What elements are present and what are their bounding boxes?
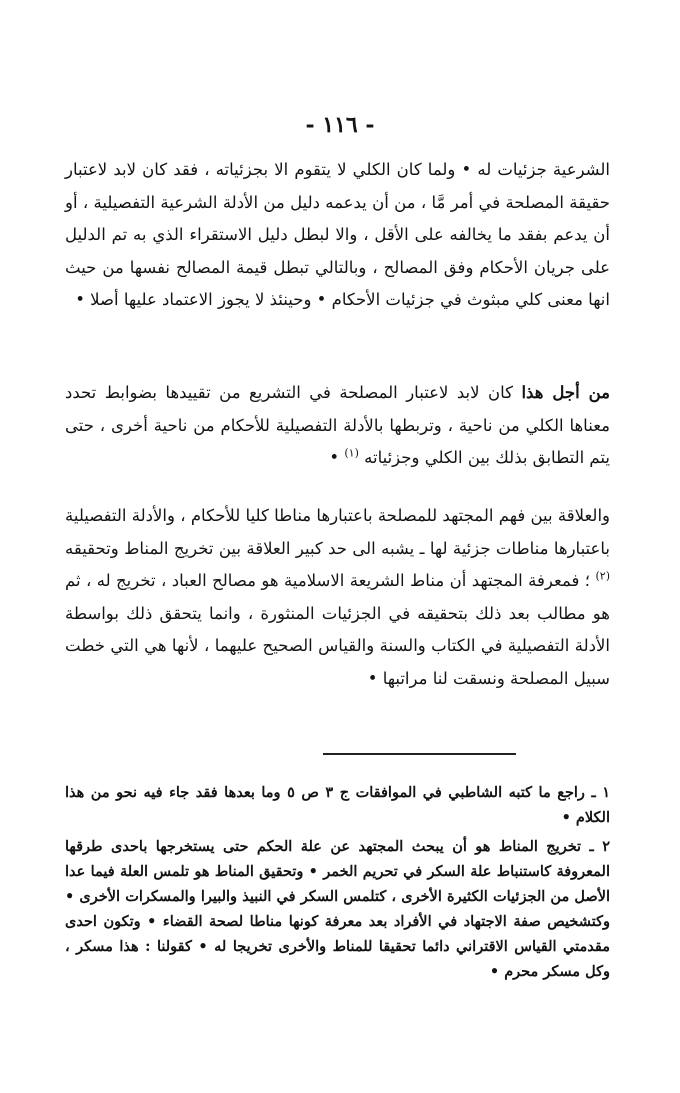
footnote-ref-1: (١) <box>344 446 359 460</box>
paragraph-1: الشرعية جزئيات له • ولما كان الكلي لا يتقوم الا بجزئياته ، فقد كان لابد لاعتبار حقيقة المصلحة في أمر مَّا ، من أن يدعمه دليل من الأدلة الشرعية التفصيلية ، أو أن يدعم بفقد ما يخالفه على الأقل ، والا لبطل دليل الاستقراء الذي به تم الدليل على جريان الأحكام وفق المصالح ، وبالتالي تبطل قيمة المصالح نفسها من حيث انها معنى كلي مبثوث في جزئيات الأحكام • وحينئذ لا يجوز الاعتماد عليها أصلا • <box>65 160 610 309</box>
paragraph-3-rest: ؛ فمعرفة المجتهد أن مناط الشريعة الاسلامية هو مصالح العباد ، تخريج له ، ثم هو مطالب بعد ذلك بتحقيقه في الجزئيات المنثورة ، وانما يتحقق ذلك بواسطة الأدلة التفصيلية في الكتاب والسنة والقياس الصحيح عليهما ، لأنها هي التي خطت سبيل المصلحة ونسقت لنا مراتبها • <box>65 571 610 688</box>
footnote-divider <box>323 753 516 755</box>
page-number: - ١١٦ - <box>305 112 375 138</box>
paragraph-3-text: والعلاقة بين فهم المجتهد للمصلحة باعتبارها مناطا كليا للأحكام ، والأدلة التفصيلية باعتبارها مناطات جزئية لها ـ يشبه الى حد كبير العلاقة بين تخريج المناط وتحقيقه <box>65 506 610 558</box>
paragraph-2-text: كان لابد لاعتبار المصلحة في التشريع من تقييدها بضوابط تحدد معناها الكلي من ناحية ، وتربطها بالأدلة التفصيلية للأحكام من ناحية أخرى ، حتى يتم التطابق بذلك بين الكلي وجزئياته <box>65 383 610 467</box>
footnote-ref-2: (٢) <box>595 569 610 583</box>
paragraph-3 <box>65 500 610 695</box>
footnote-1: ١ ـ راجع ما كتبه الشاطبي في الموافقات ج ٣ ص ٥ وما بعدها فقد جاء فيه نحو من هذا الكلام • <box>65 784 610 826</box>
footnote-2: ٢ ـ تخريج المناط هو أن يبحث المجتهد عن علة الحكم حتى يستخرجها باحدى طرقها المعروفة كاستنباط علة السكر في تحريم الخمر • وتحقيق المناط هو تلمس العلة فيما عدا الأصل من الجزئيات الكثيرة الأخرى ، كتلمس السكر في النبيذ والبيرا والمسكرات الأخرى • وكتشخيص صفة الاجتهاد في الأفراد بعد معرفة كونها مناطا لصحة القضاء • وتكون احدى مقدمتي القياس الاقتراني دائما تحقيقا للمناط والأخرى تخريجا له • كقولنا : هذا مسكر ، وكل مسكر محرم • <box>65 838 610 980</box>
paragraph-2 <box>65 377 610 475</box>
paragraph-2-lead: من أجل هذا <box>521 383 610 402</box>
paragraph-2-end: • <box>329 448 345 467</box>
footnotes <box>65 780 610 988</box>
